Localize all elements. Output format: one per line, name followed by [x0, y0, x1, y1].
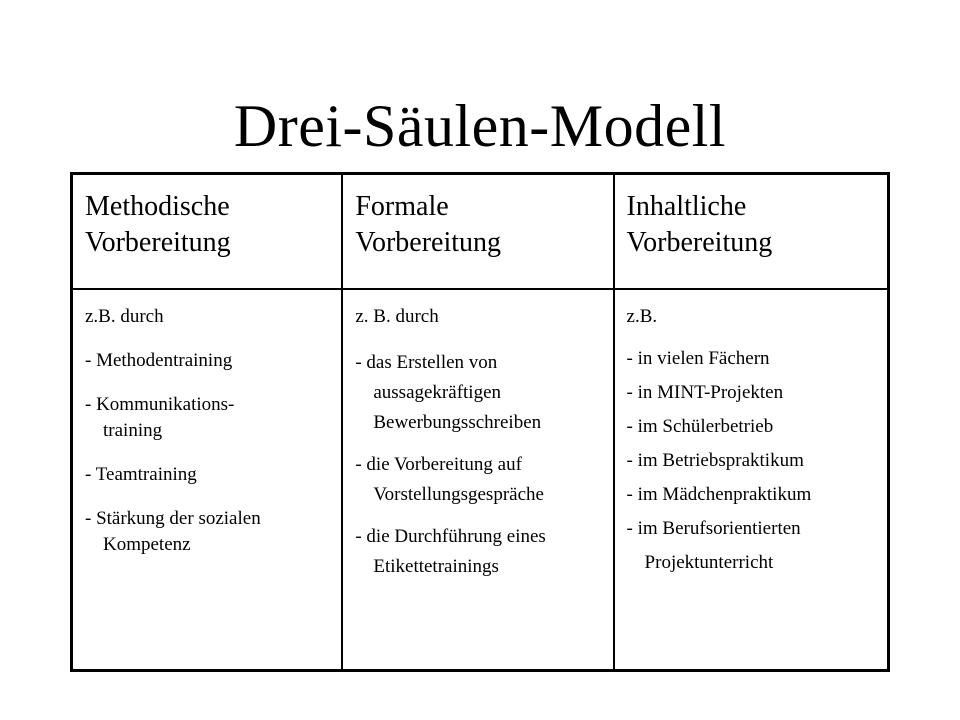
- item-text: - in vielen Fächern: [626, 347, 770, 369]
- content-cell-methodische: [72, 289, 343, 671]
- item-continuation: Projektunterricht: [644, 551, 774, 573]
- cell-intro: z.B.: [626, 305, 658, 327]
- item-text: - im Schülerbetrieb: [626, 415, 774, 437]
- item-text: - im Berufsorientierten: [626, 517, 801, 539]
- item-continuation: training: [103, 419, 163, 441]
- list-item: [627, 444, 887, 478]
- header-line: Vorbereitung: [626, 227, 773, 258]
- list-item: [627, 512, 887, 580]
- header-line: Vorbereitung: [85, 227, 231, 258]
- list-item: [627, 342, 887, 376]
- item-text: - die Vorbereitung auf: [355, 453, 522, 475]
- item-continuation: Etikettetrainings: [373, 555, 499, 577]
- item-list: [627, 342, 887, 580]
- header-cell-inhaltliche: [614, 174, 889, 289]
- list-item: [355, 450, 612, 510]
- list-item: [355, 348, 612, 438]
- content-cell-inhaltliche: [614, 289, 889, 671]
- content-row: [72, 289, 889, 671]
- header-cell-formale: [342, 174, 613, 289]
- header-line: Inhaltliche: [626, 191, 747, 222]
- content-cell-formale: [342, 289, 613, 671]
- list-item: [85, 348, 341, 374]
- header-line: Formale: [355, 191, 449, 222]
- header-row: [72, 174, 889, 289]
- item-list: [85, 348, 341, 558]
- item-text: - Stärkung der sozialen: [85, 507, 261, 529]
- item-text: - die Durchführung eines: [355, 525, 546, 547]
- item-continuation: Bewerbungsschreiben: [373, 411, 542, 433]
- list-item: [85, 392, 341, 444]
- item-text: - in MINT-Projekten: [626, 381, 784, 403]
- item-text: - im Betriebspraktikum: [626, 449, 804, 471]
- slide-title: Drei-Säulen-Modell: [233, 93, 727, 159]
- list-item: [627, 376, 887, 410]
- list-item: [85, 506, 341, 558]
- item-text: - Teamtraining: [85, 463, 197, 485]
- header-line: Methodische: [85, 191, 230, 222]
- cell-intro: z. B. durch: [355, 305, 439, 327]
- list-item: [85, 462, 341, 488]
- header-line: Vorbereitung: [355, 227, 502, 258]
- item-text: - das Erstellen von: [355, 351, 498, 373]
- item-list: [355, 348, 612, 582]
- item-text: - Kommunikations-: [85, 393, 235, 415]
- item-continuation: Vorstellungsgespräche: [373, 483, 544, 505]
- item-text: - Methodentraining: [85, 349, 233, 371]
- list-item: [627, 478, 887, 512]
- item-continuation: aussagekräftigen: [373, 381, 502, 403]
- list-item: [627, 410, 887, 444]
- item-continuation: Kompetenz: [103, 533, 191, 555]
- three-pillars-table: [70, 172, 890, 672]
- header-cell-methodische: [72, 174, 343, 289]
- item-text: - im Mädchenpraktikum: [626, 483, 812, 505]
- list-item: [355, 522, 612, 582]
- cell-intro: z.B. durch: [85, 305, 164, 327]
